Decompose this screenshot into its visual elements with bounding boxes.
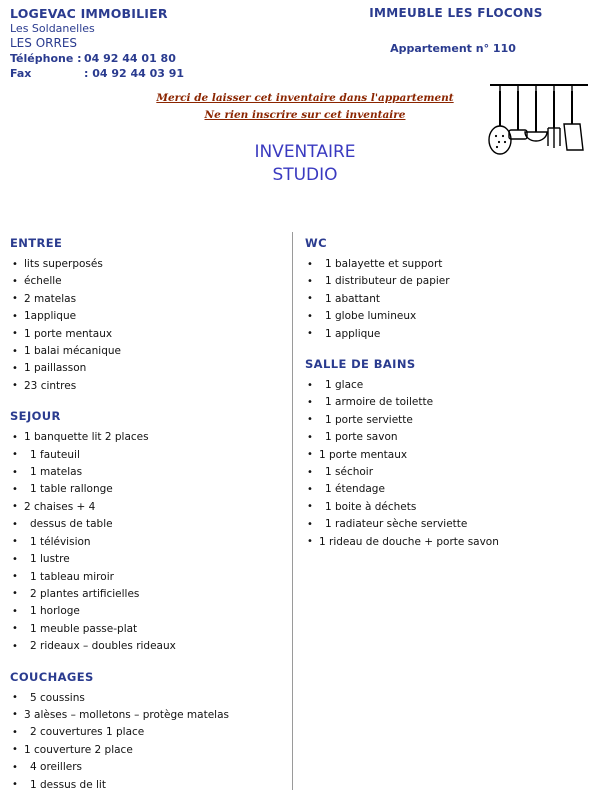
notice-line-2: Ne rien inscrire sur cet inventaire	[204, 109, 406, 121]
list-item: • 1 dessus de lit	[10, 777, 285, 794]
list-item: • 1 meuble passe-plat	[10, 621, 285, 638]
page-title: INVENTAIRE	[254, 142, 356, 162]
list-item: • 1 distributeur de papier	[305, 273, 595, 290]
list-item: • 2 matelas	[10, 291, 285, 308]
list-item: • 3 alèses – molletons – protège matelas	[10, 707, 285, 724]
item-list	[10, 690, 285, 794]
item-list	[10, 429, 285, 655]
section-heading: ENTREE	[10, 236, 63, 250]
fax-row	[10, 67, 300, 80]
list-item: • 5 coussins	[10, 690, 285, 707]
agency-name: LOGEVAC IMMOBILIER	[10, 6, 168, 21]
page-subtitle: STUDIO	[272, 165, 338, 185]
list-item: • 1 glace	[305, 377, 595, 394]
apartment-number: Appartement n° 110	[390, 42, 516, 55]
agency-address-line1: Les Soldanelles	[10, 22, 95, 35]
list-item: • 2 rideaux – doubles rideaux	[10, 638, 285, 655]
list-item: • 1 rideau de douche + porte savon	[305, 534, 595, 551]
right-column	[305, 236, 595, 551]
list-item: • 1 balai mécanique	[10, 343, 285, 360]
section-couchages	[10, 670, 285, 794]
list-item: • 1 radiateur sèche serviette	[305, 516, 595, 533]
list-item: • 1 abattant	[305, 291, 595, 308]
list-item: • 1 porte mentaux	[10, 326, 285, 343]
header-left-block	[10, 6, 300, 80]
list-item: • 1 banquette lit 2 places	[10, 429, 285, 446]
list-item: • 1 applique	[305, 326, 595, 343]
list-item: • 1 tableau miroir	[10, 569, 285, 586]
section-sejour	[10, 409, 285, 655]
fax-value: : 04 92 44 03 91	[84, 67, 185, 80]
list-item: • échelle	[10, 273, 285, 290]
list-item: • 1 télévision	[10, 534, 285, 551]
list-item: • 4 oreillers	[10, 759, 285, 776]
section-entree	[10, 236, 285, 395]
list-item: • 1 paillasson	[10, 360, 285, 377]
column-divider	[292, 232, 293, 790]
list-item: • 1 table rallonge	[10, 481, 285, 498]
section-heading: WC	[305, 236, 327, 250]
notice-line-1: Merci de laisser cet inventaire dans l'appartement	[156, 92, 454, 104]
header-right-block	[330, 6, 600, 55]
list-item: • 1 balayette et support	[305, 256, 595, 273]
left-column	[10, 236, 285, 794]
phone-row	[10, 52, 300, 65]
list-item: • 1 étendage	[305, 481, 595, 498]
list-item: • 1 lustre	[10, 551, 285, 568]
fax-label: Fax	[10, 67, 32, 80]
section-heading: SALLE DE BAINS	[305, 357, 416, 372]
list-item: • 1 horloge	[10, 603, 285, 620]
section-heading: COUCHAGES	[10, 669, 94, 684]
list-item: • 1 globe lumineux	[305, 308, 595, 325]
list-item: • 1 porte savon	[305, 429, 595, 446]
list-item: • lits superposés	[10, 256, 285, 273]
item-list	[305, 377, 595, 551]
list-item: • 2 chaises + 4	[10, 499, 285, 516]
kitchen-utensils-icon	[484, 78, 602, 164]
section-salle-de-bains	[305, 357, 595, 551]
list-item: • 2 couvertures 1 place	[10, 724, 285, 741]
section-wc	[305, 236, 595, 343]
list-item: • dessus de table	[10, 516, 285, 533]
list-item: • 2 plantes artificielles	[10, 586, 285, 603]
section-heading: SEJOUR	[10, 409, 61, 424]
list-item: • 1 matelas	[10, 464, 285, 481]
list-item: • 1 fauteuil	[10, 447, 285, 464]
list-item: • 1 porte serviette	[305, 412, 595, 429]
list-item: • 1applique	[10, 308, 285, 325]
list-item: • 1 armoire de toilette	[305, 394, 595, 411]
phone-value: 04 92 44 01 80	[84, 52, 176, 65]
item-list	[305, 256, 595, 343]
agency-address-line2: LES ORRES	[10, 36, 78, 50]
list-item: • 23 cintres	[10, 378, 285, 395]
item-list	[10, 256, 285, 395]
list-item: • 1 couverture 2 place	[10, 742, 285, 759]
list-item: • 1 porte mentaux	[305, 447, 595, 464]
building-name: IMMEUBLE LES FLOCONS	[369, 6, 543, 20]
list-item: • 1 séchoir	[305, 464, 595, 481]
list-item: • 1 boite à déchets	[305, 499, 595, 516]
phone-label: Téléphone :	[10, 52, 82, 65]
